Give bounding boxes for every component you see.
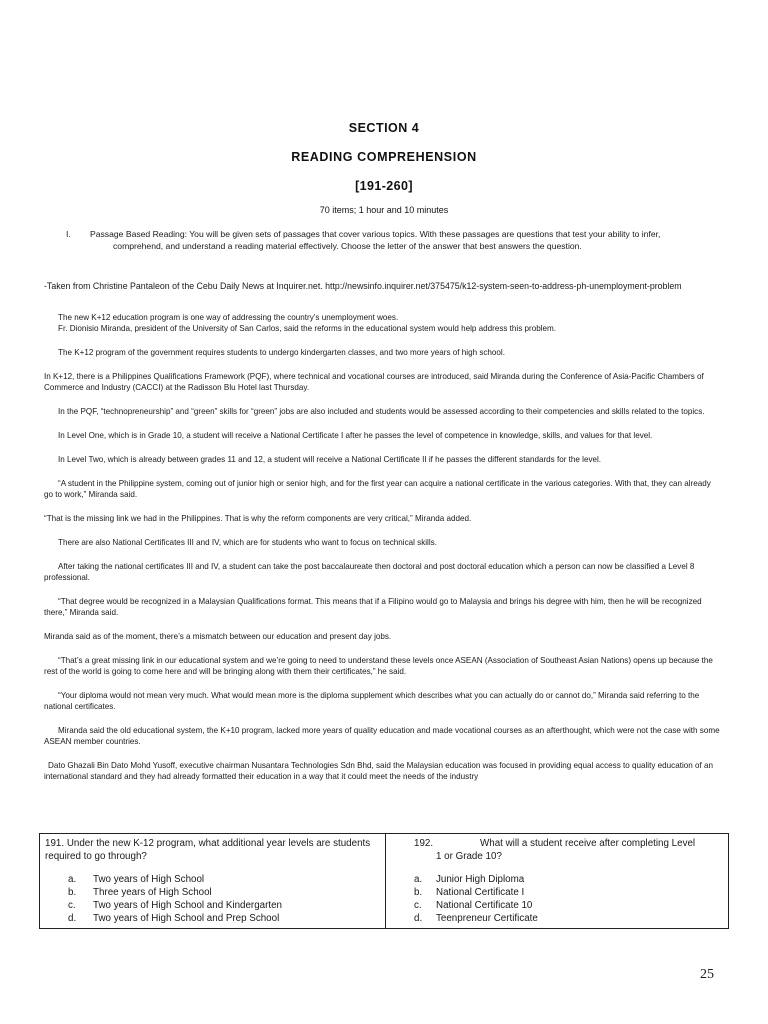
passage-paragraph: “That degree would be recognized in a Malaysian Qualifications format. This means that if a Filipino would go to Malaysia and brings his degree with him, then he will be recognized there,” Miranda said. xyxy=(44,597,702,617)
instruction-number: I. xyxy=(66,229,71,239)
passage-paragraph: Dato Ghazali Bin Dato Mohd Yusoff, executive chairman Nusantara Technologies Sdn Bhd, said the Malaysian education was focused in providing equal access to quality education of an international standard and they had already formatted their education in a way that it could meet the needs of the industry xyxy=(44,761,713,781)
instruction-line-1: Passage Based Reading: You will be given sets of passages that cover various topics. With these passages are questions that test your ability to infer, xyxy=(90,229,661,239)
option-letter: a. xyxy=(414,874,423,885)
instruction-line-2: comprehend, and understand a reading material effectively. Choose the letter of the answer that best answers the question. xyxy=(113,240,582,251)
passage-paragraph: Fr. Dionisio Miranda, president of the University of San Carlos, said the reforms in the educational system would help address this problem. xyxy=(58,324,557,333)
instruction-block xyxy=(66,229,726,252)
answer-option[interactable] xyxy=(45,912,380,925)
option-letter: d. xyxy=(68,913,77,924)
answer-option[interactable] xyxy=(414,912,724,925)
option-text: Three years of High School xyxy=(93,887,212,898)
passage-paragraph: In Level Two, which is already between grades 11 and 12, a student will receive a National Certificate II if he passes the different standards for the level. xyxy=(58,455,602,464)
page-number: 25 xyxy=(700,967,714,982)
option-letter: b. xyxy=(414,887,423,898)
question-text: What will a student receive after completing Level xyxy=(480,838,696,849)
passage-paragraph: There are also National Certificates III and IV, which are for students who want to focus on technical skills. xyxy=(58,538,437,547)
question-number: 192. xyxy=(414,838,434,849)
passage-paragraph: In Level One, which is in Grade 10, a student will receive a National Certificate I after he passes the level of competence in knowledge, skills, and values for that level. xyxy=(58,431,653,440)
option-letter: c. xyxy=(414,900,422,911)
option-text: Two years of High School xyxy=(93,874,205,885)
option-text: Two years of High School and Prep School xyxy=(93,913,280,924)
option-text: National Certificate I xyxy=(436,887,525,898)
passage-paragraph: “A student in the Philippine system, coming out of junior high or senior high, and for the first year can acquire a national certificate in the various categories. With that, they can already go to work,” Miranda said. xyxy=(44,479,711,499)
question-text: Under the new K-12 program, what additional year levels are students required to go through? xyxy=(45,838,371,862)
question-192 xyxy=(414,837,724,925)
passage-paragraph: In K+12, there is a Philippines Qualifications Framework (PQF), where technical and vocational courses are introduced, said Miranda during the Conference of Asia-Pacific Chambers of Commerce and Industry (CACCI) at the Radisson Blu Hotel last Thursday. xyxy=(44,372,704,392)
passage-paragraph: In the PQF, “technopreneurship” and “green” skills for “green” jobs are also included and students would be assessed according to their competencies and skills related to the topics. xyxy=(58,407,705,416)
option-letter: c. xyxy=(68,900,76,911)
passage-paragraph: “That’s a great missing link in our educational system and we’re going to need to understand these levels once ASEAN (Association of Southeast Asian Nations) opens up because the rest of the world is going to come here and will be bringing along with them their certificates,” he said. xyxy=(44,656,713,676)
question-text-continued: 1 or Grade 10? xyxy=(436,851,502,862)
items-and-time: 70 items; 1 hour and 10 minutes xyxy=(319,205,449,215)
passage-paragraph: Miranda said the old educational system, the K+10 program, lacked more years of quality education and made vocational courses as an afterthought, which were not the case with some ASEAN member countries. xyxy=(44,726,720,746)
passage-paragraph: “Your diploma would not mean very much. What would mean more is the diploma supplement which describes what you can actually do or cannot do,” Miranda said referring to the national certificates. xyxy=(44,691,700,711)
passage-paragraph: The new K+12 education program is one way of addressing the country’s unemployment woes. xyxy=(58,313,399,322)
answer-option[interactable] xyxy=(414,886,724,899)
passage-paragraph: “That is the missing link we had in the Philippines. That is why the reform components are very critical,” Miranda added. xyxy=(44,514,472,523)
reading-passage xyxy=(44,312,720,782)
question-number: 191. xyxy=(45,838,65,849)
option-letter: b. xyxy=(68,887,77,898)
question-stem xyxy=(45,837,380,863)
option-text: Teenpreneur Certificate xyxy=(436,913,538,924)
question-stem xyxy=(414,837,724,863)
answer-option[interactable] xyxy=(414,873,724,886)
table-divider xyxy=(385,834,386,928)
option-letter: a. xyxy=(68,874,77,885)
option-letter: d. xyxy=(414,913,423,924)
option-text: Two years of High School and Kindergarten xyxy=(93,900,282,911)
answer-option[interactable] xyxy=(414,899,724,912)
item-range: [191-260] xyxy=(355,179,413,193)
answer-option[interactable] xyxy=(45,873,380,886)
question-table xyxy=(39,833,729,929)
question-191 xyxy=(45,837,380,925)
passage-paragraph: After taking the national certificates III and IV, a student can take the post baccalaureate then doctoral and post doctoral education which a person can now be classified a Level 8 professional. xyxy=(44,562,695,582)
passage-paragraph: Miranda said as of the moment, there’s a mismatch between our education and present day jobs. xyxy=(44,632,392,641)
section-heading: SECTION 4 xyxy=(348,121,420,135)
option-text: Junior High Diploma xyxy=(436,874,525,885)
source-citation: -Taken from Christine Pantaleon of the Cebu Daily News at Inquirer.net. http://newsinfo.inquirer.net/375475/k12-system-seen-to-address-ph-unemployment-problem xyxy=(44,281,682,291)
option-text: National Certificate 10 xyxy=(436,900,533,911)
answer-option[interactable] xyxy=(45,886,380,899)
section-title: READING COMPREHENSION xyxy=(291,150,477,164)
answer-option[interactable] xyxy=(45,899,380,912)
passage-paragraph: The K+12 program of the government requires students to undergo kindergarten classes, and two more years of high school. xyxy=(58,348,505,357)
